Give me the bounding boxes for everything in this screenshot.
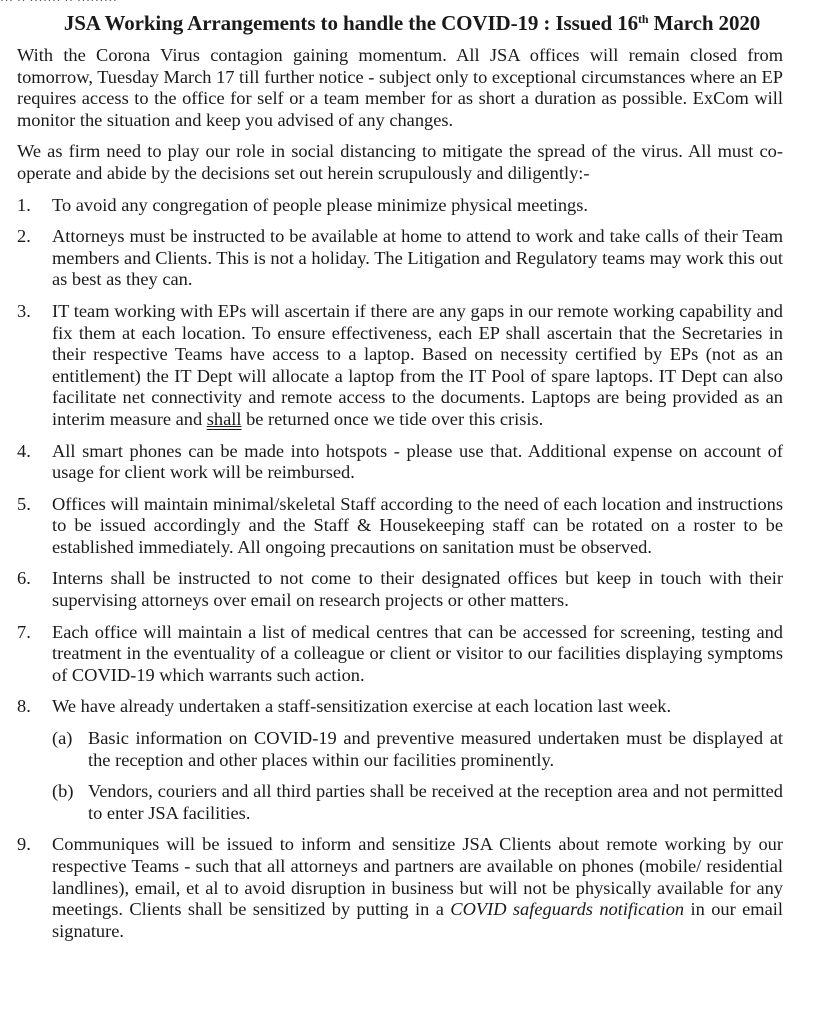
sub-item-label: (b) <box>52 781 74 802</box>
item-number: 4. <box>17 440 31 461</box>
emphasized-word: shall <box>206 408 242 429</box>
cutoff-header-fragment: ··· ·· ······· ·· ········· <box>0 0 118 7</box>
sub-list <box>52 728 783 824</box>
sub-item-label: (a) <box>52 728 73 749</box>
list-item-8 <box>17 696 783 824</box>
list-item-7 <box>17 622 783 687</box>
list-item-5 <box>17 494 783 559</box>
list-item-4 <box>17 441 783 484</box>
item-text-part: in our email signature. <box>52 899 783 941</box>
item-text <box>52 301 783 429</box>
item-text-part: entitlement) the IT Dept will allocate a laptop from the IT Pool of spare laptops. IT Dept can also facilitate net connectivity and remote access to the documents. Laptops are being provided as an interim measure and <box>52 365 783 429</box>
item-number: 5. <box>17 493 31 514</box>
item-number: 3. <box>17 300 31 321</box>
intro-paragraph: With the Corona Virus contagion gaining momentum. All JSA offices will remain closed from tomorrow, Tuesday March 17 till further notice - subject only to exceptional circumstances where an EP requires access to the office for self or a team member for as short a duration as possible. ExCom will monitor the situation and keep you advised of any changes. <box>17 45 783 130</box>
item-text: All smart phones can be made into hotspots - please use that. Additional expense on account of usage for client work will be reimbursed. <box>52 440 783 483</box>
item-text: Interns shall be instructed to not come to their designated offices but keep in touch with their supervising attorneys over email on research projects or other matters. <box>52 568 783 611</box>
item-text: Offices will maintain minimal/skeletal Staff according to the need of each location and instructions to be issued accordingly and the Staff & Housekeeping staff can be rotated on a roster to be established immediately. All ongoing precautions on sanitation must be observed. <box>52 493 783 557</box>
list-item-3 <box>17 301 783 431</box>
title-date-suffix: March 2020 <box>648 11 761 35</box>
title-main: JSA Working Arrangements to handle the COVID-19 : Issued 16 <box>63 11 639 35</box>
item-number: 6. <box>17 568 31 589</box>
item-text-part: Communiques will be issued to inform and sensitize JSA Clients about remote working by our respective Teams - such that all attorneys and partners are available on phones (mobile/ residential landlines), email, et al to avoid disruption in business but will not be physically available for any meetings. Clients shall be sensitized by putting in a <box>52 834 783 920</box>
item-number: 8. <box>17 696 31 717</box>
item-number: 1. <box>17 194 31 215</box>
list-item-1 <box>17 195 783 217</box>
item-text: Each office will maintain a list of medical centres that can be accessed for screening, testing and treatment in the eventuality of a colleague or client or visitor to our facilities displaying symptoms of COVID-19 which warrants such action. <box>52 621 783 685</box>
intro-paragraph: We as firm need to play our role in social distancing to mitigate the spread of the virus. All must co-operate and abide by the decisions set out herein scrupulously and diligently:- <box>17 141 783 183</box>
item-text-part: IT team working with EPs will ascertain if there are any gaps in our remote working capability and fix them at each location. To ensure effectiveness, each EP shall ascertain that the Secretaries in their respective Teams have access to a laptop. Based on necessity certified by EPs (not as an <box>52 300 783 365</box>
document-body <box>17 45 783 952</box>
item-number: 2. <box>17 226 31 247</box>
item-text <box>52 834 783 940</box>
sub-item-text: Basic information on COVID-19 and preventive measured undertaken must be displayed at the reception and other places within our facilities prominently. <box>88 728 783 770</box>
document-title <box>0 10 824 36</box>
list-item-2 <box>17 226 783 291</box>
list-item-9 <box>17 834 783 942</box>
italic-phrase: COVID safeguards notification <box>450 899 685 920</box>
list-item-6 <box>17 568 783 611</box>
item-number: 7. <box>17 621 31 642</box>
sub-item-b <box>52 781 783 824</box>
title-ordinal-suffix: th <box>638 12 649 26</box>
item-number: 9. <box>17 834 31 855</box>
item-text: Attorneys must be instructed to be available at home to attend to work and take calls of their Team members and Clients. This is not a holiday. The Litigation and Regulatory teams may work this out as best as they can. <box>52 226 783 290</box>
sub-item-text: Vendors, couriers and all third parties shall be received at the reception area and not permitted to enter JSA facilities. <box>88 781 783 823</box>
item-text-part: be returned once we tide over this crisis. <box>241 408 544 429</box>
item-text: We have already undertaken a staff-sensitization exercise at each location last week. <box>52 696 672 717</box>
sub-item-a <box>52 728 783 771</box>
item-text: To avoid any congregation of people please minimize physical meetings. <box>52 194 588 215</box>
